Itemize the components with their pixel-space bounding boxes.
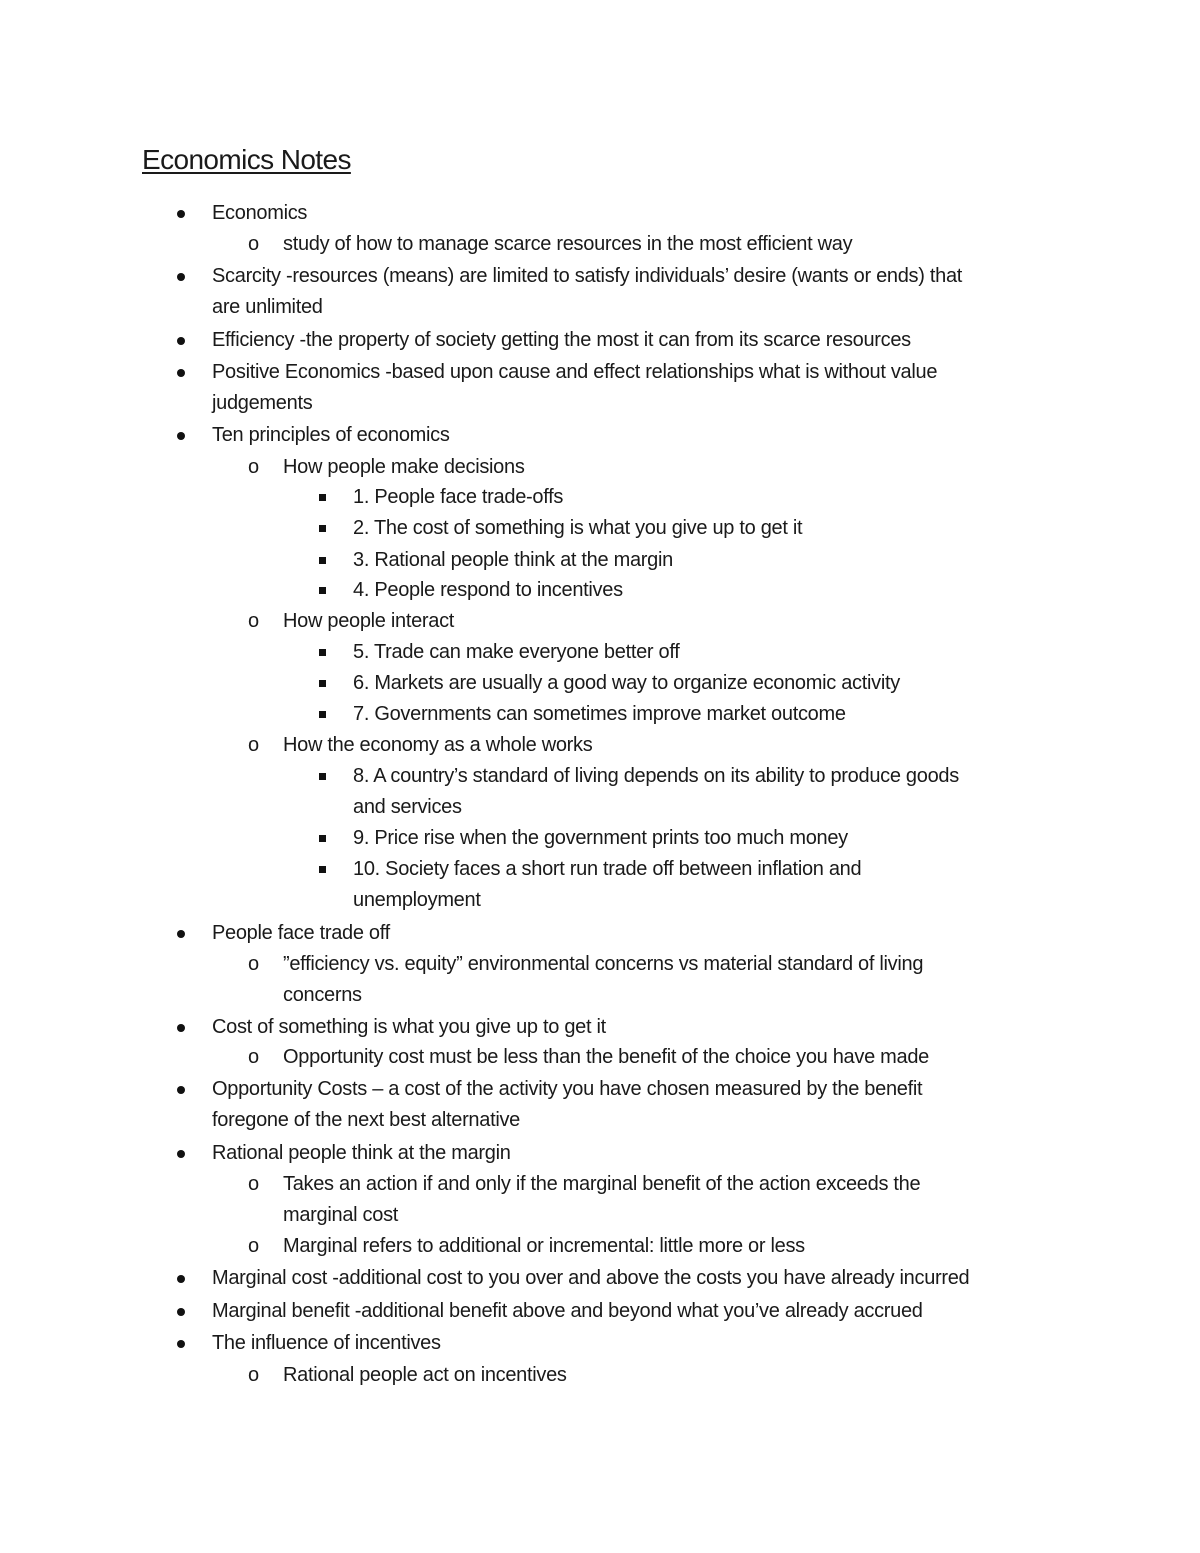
circle-bullet-icon: o bbox=[248, 1235, 260, 1257]
list-item: Opportunity cost must be less than the benefit of the choice you have made bbox=[283, 1046, 929, 1068]
bullet-icon bbox=[177, 337, 185, 345]
list-item: 4. People respond to incentives bbox=[353, 579, 623, 601]
bullet-icon bbox=[177, 1340, 185, 1348]
circle-bullet-icon: o bbox=[248, 734, 260, 756]
list-item: Rational people think at the margin bbox=[212, 1142, 511, 1164]
list-item: Rational people act on incentives bbox=[283, 1364, 567, 1386]
square-bullet-icon bbox=[319, 587, 326, 594]
list-item: 9. Price rise when the government prints too much money bbox=[353, 827, 848, 849]
list-item: 10. Society faces a short run trade off between inflation and bbox=[353, 858, 862, 880]
bullet-icon bbox=[177, 273, 185, 281]
list-item: 8. A country’s standard of living depends on its ability to produce goods bbox=[353, 765, 959, 787]
circle-bullet-icon: o bbox=[248, 1173, 260, 1195]
list-item: How people interact bbox=[283, 610, 455, 632]
list-item: The influence of incentives bbox=[212, 1332, 441, 1354]
list-item: 5. Trade can make everyone better off bbox=[353, 641, 680, 663]
bullet-icon bbox=[177, 1308, 185, 1316]
list-item: Ten principles of economics bbox=[212, 424, 450, 446]
list-item: 2. The cost of something is what you give up to get it bbox=[353, 517, 803, 539]
circle-bullet-icon: o bbox=[248, 1046, 260, 1068]
list-item: Economics bbox=[212, 202, 308, 224]
square-bullet-icon bbox=[319, 557, 326, 564]
square-bullet-icon bbox=[319, 494, 326, 501]
square-bullet-icon bbox=[319, 866, 326, 873]
square-bullet-icon bbox=[319, 835, 326, 842]
list-item: Scarcity -resources (means) are limited to satisfy individuals’ desire (wants or ends) that bbox=[212, 265, 963, 287]
list-item-continuation: are unlimited bbox=[212, 296, 323, 318]
bullet-icon bbox=[177, 369, 185, 377]
list-item-continuation: and services bbox=[353, 796, 462, 818]
circle-bullet-icon: o bbox=[248, 610, 260, 632]
list-item-continuation: marginal cost bbox=[283, 1204, 399, 1226]
list-item: 7. Governments can sometimes improve market outcome bbox=[353, 703, 846, 725]
circle-bullet-icon: o bbox=[248, 233, 260, 255]
square-bullet-icon bbox=[319, 649, 326, 656]
bullet-icon bbox=[177, 1275, 185, 1283]
bullet-icon bbox=[177, 210, 185, 218]
list-item-continuation: judgements bbox=[212, 392, 313, 414]
list-item: Cost of something is what you give up to get it bbox=[212, 1016, 606, 1038]
circle-bullet-icon: o bbox=[248, 1364, 260, 1386]
list-item: 6. Markets are usually a good way to organize economic activity bbox=[353, 672, 900, 694]
list-item: Marginal refers to additional or incremental: little more or less bbox=[283, 1235, 805, 1257]
bullet-icon bbox=[177, 432, 185, 440]
list-item: 1. People face trade-offs bbox=[353, 486, 564, 508]
list-item: How people make decisions bbox=[283, 456, 525, 478]
square-bullet-icon bbox=[319, 773, 326, 780]
list-item: ”efficiency vs. equity” environmental concerns vs material standard of living bbox=[283, 953, 924, 975]
circle-bullet-icon: o bbox=[248, 953, 260, 975]
circle-bullet-icon: o bbox=[248, 456, 260, 478]
square-bullet-icon bbox=[319, 711, 326, 718]
list-item: Marginal benefit -additional benefit above and beyond what you’ve already accrued bbox=[212, 1300, 923, 1322]
list-item: How the economy as a whole works bbox=[283, 734, 593, 756]
list-item-continuation: foregone of the next best alternative bbox=[212, 1109, 521, 1131]
list-item: Efficiency -the property of society getting the most it can from its scarce resources bbox=[212, 329, 911, 351]
list-item: People face trade off bbox=[212, 922, 390, 944]
bullet-icon bbox=[177, 1086, 185, 1094]
list-item: Marginal cost -additional cost to you over and above the costs you have already incurred bbox=[212, 1267, 970, 1289]
bullet-icon bbox=[177, 930, 185, 938]
bullet-icon bbox=[177, 1150, 185, 1158]
list-item: Positive Economics -based upon cause and effect relationships what is without value bbox=[212, 361, 938, 383]
list-item: Takes an action if and only if the marginal benefit of the action exceeds the bbox=[283, 1173, 921, 1195]
bullet-icon bbox=[177, 1024, 185, 1032]
square-bullet-icon bbox=[319, 680, 326, 687]
list-item: study of how to manage scarce resources in the most efficient way bbox=[283, 233, 853, 255]
list-item-continuation: concerns bbox=[283, 984, 362, 1006]
list-item: 3. Rational people think at the margin bbox=[353, 549, 673, 571]
list-item-continuation: unemployment bbox=[353, 889, 481, 911]
square-bullet-icon bbox=[319, 525, 326, 532]
list-item: Opportunity Costs – a cost of the activity you have chosen measured by the benefit bbox=[212, 1078, 923, 1100]
page-title: Economics Notes bbox=[142, 144, 351, 175]
